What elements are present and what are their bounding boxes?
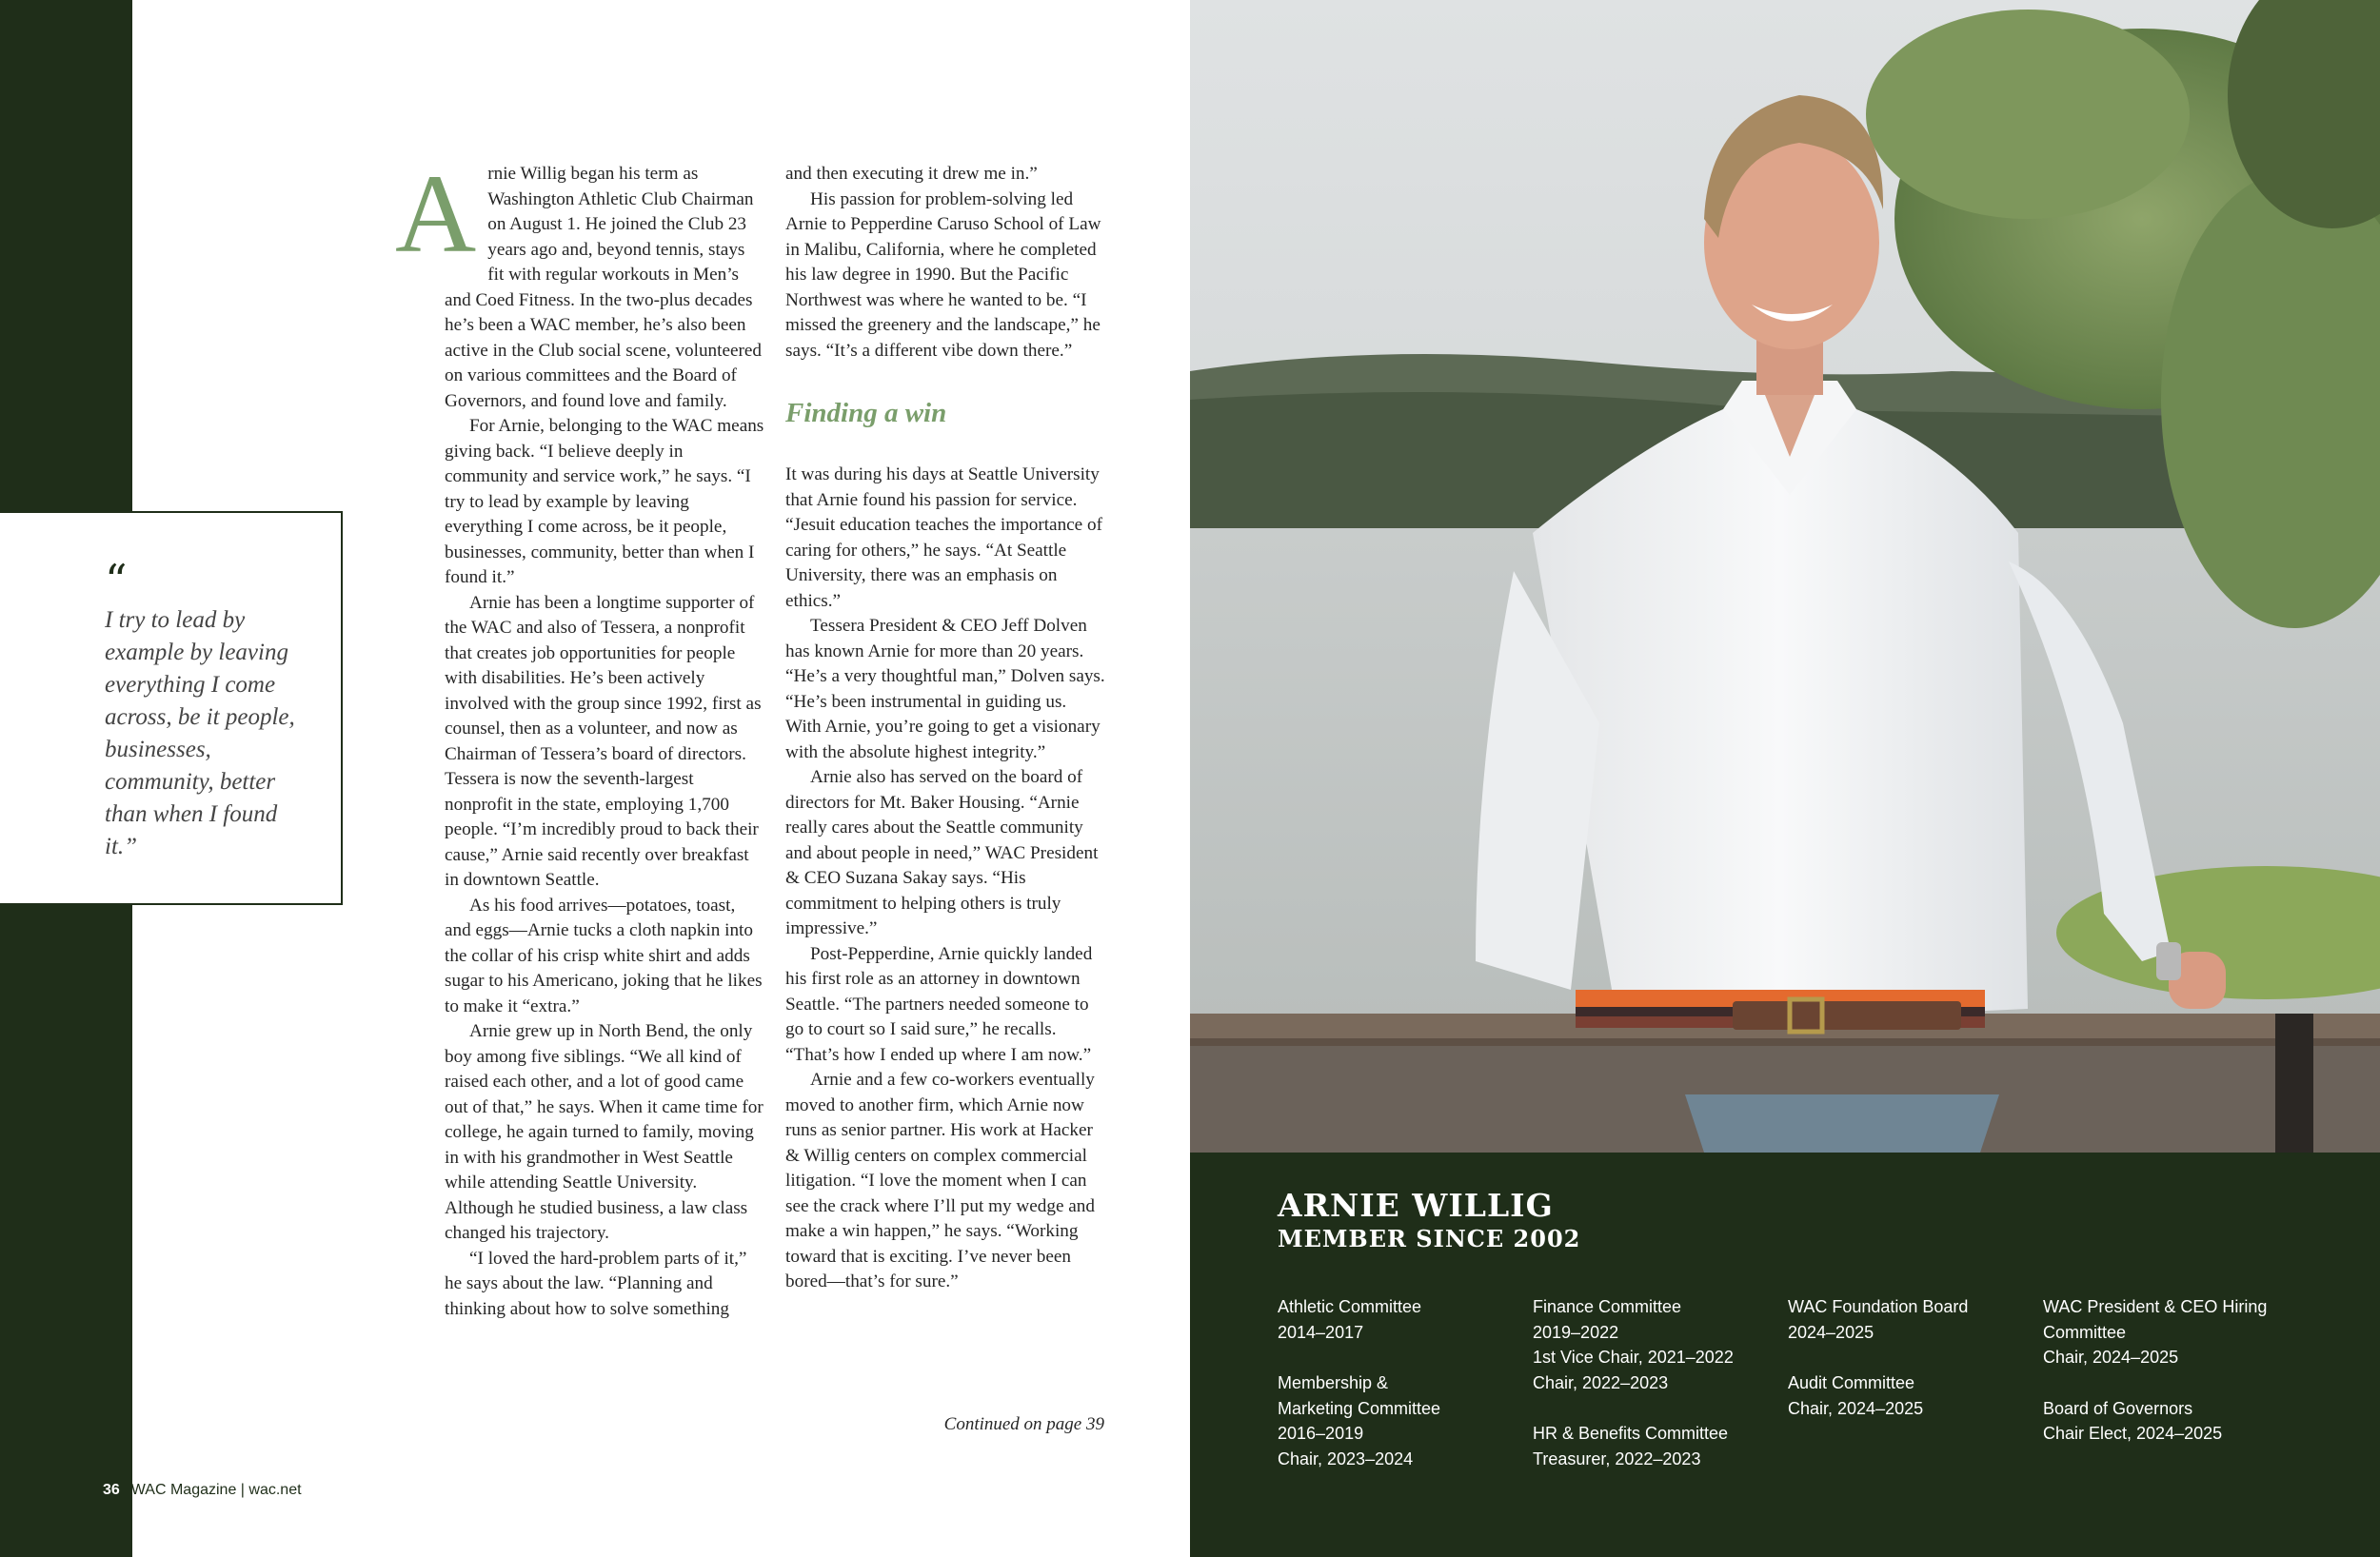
committee-line: Chair, 2024–2025 bbox=[2043, 1348, 2179, 1367]
article-paragraph: His passion for problem-solving led Arnie to Pepperdine Caruso School of Law in Malibu, California, where he completed his law degree in 1990. But the Pacific Northwest was where he wanted to be. “I missed the greenery and the landscape,” he says. “It’s a different vibe down there.” bbox=[785, 188, 1101, 361]
member-since: MEMBER SINCE 2002 bbox=[1278, 1225, 1581, 1252]
article-column-1 bbox=[395, 151, 764, 1322]
article-paragraph: Tessera President & CEO Jeff Dolven has known Arnie for more than 20 years. “He’s a very thoughtful man,” Dolven says. “He’s been instrumental in guiding us. With Arnie, you’re going to get a visionary with the absolute highest integrity.” bbox=[785, 616, 1105, 762]
quote-mark-icon: “ bbox=[105, 555, 128, 606]
pull-quote-box bbox=[0, 511, 343, 905]
article-paragraph: and then executing it drew me in.” bbox=[785, 164, 1038, 184]
article-paragraph: Arnie has been a longtime supporter of the WAC and also of Tessera, a nonprofit that creates job opportunities for people with disabilities. He’s been actively involved with the group since 1992, first as counsel, then as a volunteer, and now as Chairman of Tessera’s board of directors. Tessera is now the seventh-largest nonprofit in the state, employing 1,700 people. “I’m incredibly proud to back their cause,” Arnie said recently over breakfast in downtown Seattle. bbox=[445, 592, 762, 890]
page-folio bbox=[103, 1482, 302, 1499]
committee-line: Membership & bbox=[1278, 1373, 1389, 1392]
committee-line: 2024–2025 bbox=[1788, 1322, 1874, 1342]
pull-quote-text: I try to lead by example by leaving everything I come across, be it people, businesses, community, better than when I found it.” bbox=[105, 607, 295, 859]
committee-line: Finance Committee bbox=[1533, 1297, 1682, 1316]
member-name: ARNIE WILLIG bbox=[1278, 1187, 1554, 1224]
committee-entry bbox=[1788, 1294, 2016, 1345]
committee-line: WAC President & CEO Hiring bbox=[2043, 1297, 2268, 1316]
drop-cap: A bbox=[395, 151, 477, 276]
page-number: 36 bbox=[103, 1482, 120, 1498]
committee-line: Chair, 2022–2023 bbox=[1533, 1372, 1669, 1392]
committee-line: Audit Committee bbox=[1788, 1373, 1915, 1392]
committee-line: Marketing Committee bbox=[1278, 1398, 1441, 1418]
committee-column bbox=[1278, 1294, 1506, 1497]
committee-entry bbox=[2043, 1294, 2291, 1370]
article-paragraph: “I loved the hard-problem parts of it,” he says about the law. “Planning and thinking about how to solve something bbox=[445, 1248, 747, 1319]
article-paragraph: Arnie also has served on the board of directors for Mt. Baker Housing. “Arnie really cares about the Seattle community and about people in need,” WAC President & CEO Suzana Sakay says. “His commitment to helping others is truly impressive.” bbox=[785, 767, 1099, 938]
committee-line: Athletic Committee bbox=[1278, 1297, 1422, 1316]
committee-entry bbox=[1278, 1294, 1506, 1345]
committee-entry bbox=[1278, 1370, 1506, 1471]
article-paragraph: Arnie and a few co-workers eventually moved to another firm, which Arnie now runs as senior partner. His work at Hacker & Willig centers on complex commercial litigation. “I love the moment when I can see the crack where I’ll put my wedge and make a win happen,” he says. “Working toward that is exciting. I’ve never been bored—that’s for sure.” bbox=[785, 1070, 1095, 1291]
committee-line: Committee bbox=[2043, 1322, 2127, 1342]
committee-line: 2019–2022 bbox=[1533, 1322, 1619, 1342]
committee-column bbox=[2043, 1294, 2291, 1472]
section-subhead: Finding a win bbox=[785, 398, 947, 428]
committee-column bbox=[1533, 1294, 1761, 1497]
portrait-photo bbox=[1190, 0, 2380, 1153]
article-paragraph: Arnie grew up in North Bend, the only boy among five siblings. “We all kind of raised each other, and a lot of good came out of that,” he says. When it came time for college, he again turned to family, moving in with his grandmother in West Seattle while attending Seattle University. Although he studied business, a law class changed his trajectory. bbox=[445, 1021, 764, 1243]
committee-line: Treasurer, 2022–2023 bbox=[1533, 1449, 1701, 1468]
committee-entry bbox=[1533, 1421, 1761, 1471]
article-paragraph: For Arnie, belonging to the WAC means giving back. “I believe deeply in community and service work,” he says. “I try to lead by example by leaving everything I come across, be it people, businesses, community, better than when I found it.” bbox=[445, 416, 764, 587]
committee-entry bbox=[1533, 1294, 1761, 1395]
committee-line: 1st Vice Chair, 2021–2022 bbox=[1533, 1348, 1734, 1367]
article-paragraph: rnie Willig began his term as Washington Athletic Club Chairman on August 1. He joined the Club 23 years ago and, beyond tennis, stays fit with regular workouts in Men’s and Coed Fitness. In the two-plus decades he’s been a WAC member, he’s also been active in the Club social scene, volunteered on various committees and the Board of Governors, and found love and family. bbox=[445, 164, 762, 411]
article-column-2 bbox=[785, 162, 1105, 1295]
committee-line: 2014–2017 bbox=[1278, 1322, 1364, 1342]
committee-line: Chair Elect, 2024–2025 bbox=[2043, 1424, 2223, 1443]
committee-line: Chair, 2024–2025 bbox=[1788, 1398, 1924, 1418]
member-info-panel bbox=[1190, 1153, 2380, 1557]
committee-line: 2016–2019 bbox=[1278, 1424, 1364, 1443]
article-paragraph: Post-Pepperdine, Arnie quickly landed his first role as an attorney in downtown Seattle. “The partners needed someone to go to court so I said sure,” he recalls. “That’s how I ended up where I am now.” bbox=[785, 943, 1093, 1065]
committee-line: Board of Governors bbox=[2043, 1398, 2193, 1418]
committee-column bbox=[1788, 1294, 2016, 1447]
article-paragraph: As his food arrives—potatoes, toast, and eggs—Arnie tucks a cloth napkin into the collar of his crisp white shirt and adds sugar to his Americano, joking that he likes to make it “extra.” bbox=[445, 895, 763, 1016]
article-paragraph: It was during his days at Seattle University that Arnie found his passion for service. “Jesuit education teaches the importance of caring for others,” he says. “At Seattle University, there was an emphasis on ethics.” bbox=[785, 464, 1102, 611]
committee-entry bbox=[2043, 1396, 2291, 1447]
publication-name: WAC Magazine | wac.net bbox=[130, 1482, 302, 1498]
committee-entry bbox=[1788, 1370, 2016, 1421]
continued-note: Continued on page 39 bbox=[943, 1414, 1104, 1434]
committee-line: Chair, 2023–2024 bbox=[1278, 1449, 1414, 1468]
committee-line: WAC Foundation Board bbox=[1788, 1297, 1969, 1316]
committee-line: HR & Benefits Committee bbox=[1533, 1424, 1729, 1443]
